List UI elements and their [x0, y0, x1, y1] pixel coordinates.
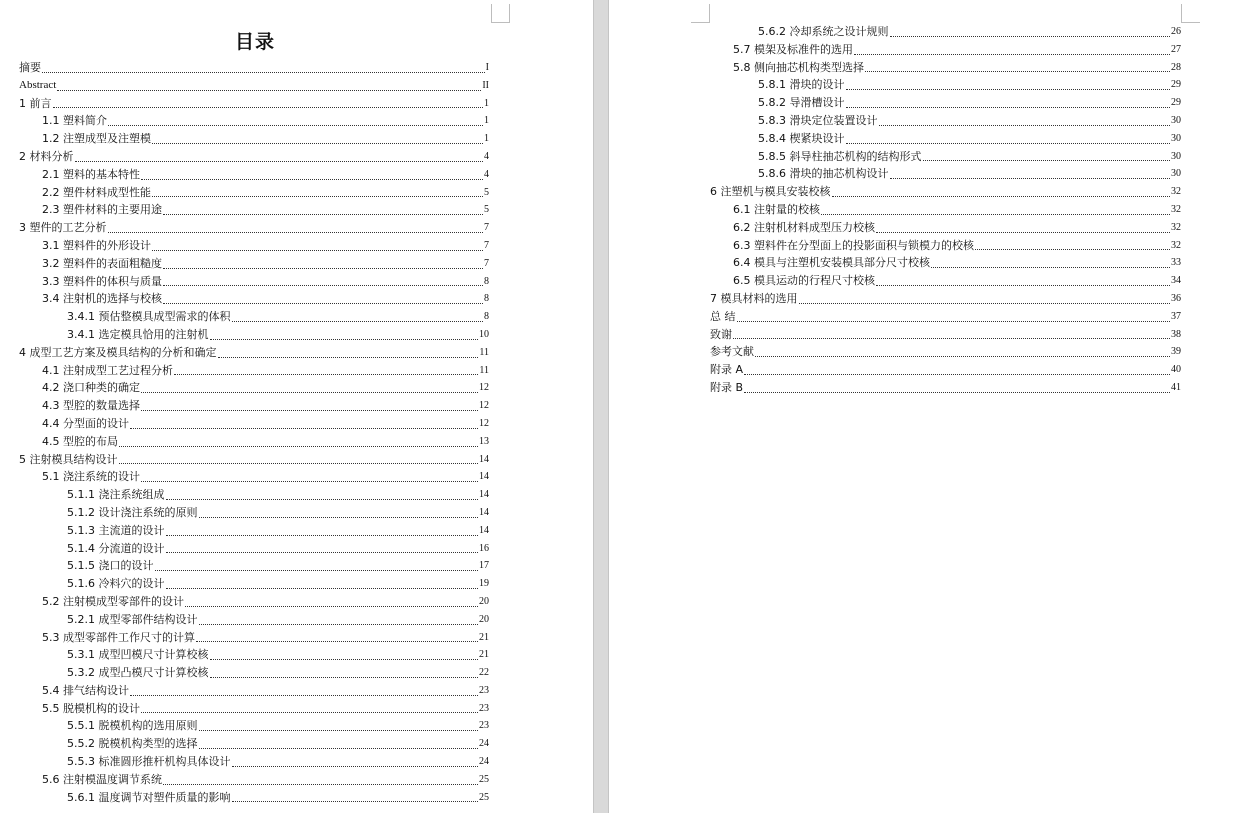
toc-entry-text: 1.1 塑料简介 [42, 114, 107, 128]
toc-dot-leader [865, 71, 1170, 72]
toc-dot-leader [975, 249, 1170, 250]
toc-entry-text: 5.8.6 滑块的抽芯机构设计 [758, 167, 889, 181]
toc-dot-leader [210, 659, 479, 660]
toc-entry[interactable] [19, 201, 489, 219]
toc-entry-text: 2 材料分析 [19, 149, 74, 163]
toc-dot-leader [163, 303, 483, 304]
toc-page-number: 1 [484, 133, 489, 145]
toc-entry-text: 5.3.2 成型凸模尺寸计算校核 [67, 666, 209, 680]
toc-dot-leader [163, 285, 483, 286]
toc-entry[interactable] [19, 753, 489, 771]
toc-page-number: 32 [1171, 186, 1181, 198]
toc-page-number: 30 [1171, 168, 1181, 180]
toc-page-number: 14 [479, 524, 489, 536]
toc-dot-leader [185, 606, 478, 607]
toc-entry-text: 6 注塑机与模具安装校核 [710, 185, 831, 199]
toc-entry-text: 5.6.1 温度调节对塑件质量的影响 [67, 790, 231, 804]
toc-entry[interactable] [19, 735, 489, 753]
toc-page-number: 8 [484, 293, 489, 305]
toc-entry[interactable] [710, 219, 1181, 237]
toc-entry[interactable] [19, 415, 489, 433]
toc-title: 目录 [234, 31, 275, 53]
toc-entry-text: 5.8.5 斜导柱抽芯机构的结构形式 [758, 149, 922, 163]
toc-entry-text: 参考文献 [710, 345, 754, 359]
toc-page-number: 32 [1171, 221, 1181, 233]
toc-entry-text: 5.6 注射模温度调节系统 [42, 772, 162, 786]
toc-entry[interactable] [710, 183, 1181, 201]
toc-entry-text: 5.1.2 设计浇注系统的原则 [67, 505, 198, 519]
toc-entry[interactable] [19, 290, 489, 308]
toc-page-number: 30 [1171, 132, 1181, 144]
toc-dot-leader [199, 624, 479, 625]
toc-entry[interactable] [19, 771, 489, 789]
toc-dot-leader [846, 89, 1171, 90]
toc-entry[interactable] [710, 343, 1181, 361]
toc-dot-leader [42, 72, 485, 73]
toc-dot-leader [846, 143, 1171, 144]
toc-entry-text: 4.4 分型面的设计 [42, 416, 129, 430]
toc-page-number: 39 [1171, 346, 1181, 358]
toc-page-number: 37 [1171, 310, 1181, 322]
toc-list-left [19, 59, 489, 806]
toc-entry[interactable] [710, 326, 1181, 344]
toc-page-number: 1 [484, 115, 489, 127]
toc-page-number: 11 [479, 364, 489, 376]
toc-entry[interactable] [19, 255, 489, 273]
toc-dot-leader [744, 392, 1170, 393]
toc-page-number: 14 [479, 489, 489, 501]
page-gutter [593, 0, 609, 813]
toc-entry[interactable] [19, 468, 489, 486]
toc-page-number: 24 [479, 756, 489, 768]
toc-entry[interactable] [710, 59, 1181, 77]
toc-dot-leader [75, 161, 484, 162]
toc-dot-leader [152, 143, 483, 144]
toc-entry-text: 附录 B [710, 380, 744, 394]
toc-dot-leader [210, 677, 479, 678]
toc-entry[interactable] [19, 646, 489, 664]
toc-page-number: 12 [479, 382, 489, 394]
toc-page-number: 30 [1171, 114, 1181, 126]
toc-entry[interactable] [19, 557, 489, 575]
toc-entry[interactable] [710, 23, 1181, 41]
toc-page-number: 20 [479, 613, 489, 625]
toc-entry[interactable] [19, 522, 489, 540]
toc-dot-leader [163, 214, 483, 215]
toc-entry[interactable] [19, 451, 489, 469]
toc-entry-text: 附录 A [710, 363, 744, 377]
toc-dot-leader [119, 446, 478, 447]
toc-entry[interactable] [710, 290, 1181, 308]
toc-dot-leader [832, 196, 1171, 197]
toc-page-number: 19 [479, 578, 489, 590]
toc-entry[interactable] [19, 130, 489, 148]
toc-dot-leader [876, 285, 1170, 286]
toc-page-number: 21 [479, 649, 489, 661]
toc-page-number: 32 [1171, 203, 1181, 215]
toc-entry-text: 5.5.1 脱模机构的选用原则 [67, 719, 198, 733]
toc-page-number: 8 [484, 275, 489, 287]
toc-page-number: 5 [484, 204, 489, 216]
toc-entry-text: 5.3.1 成型凹模尺寸计算校核 [67, 648, 209, 662]
toc-dot-leader [141, 410, 478, 411]
toc-entry-text: 总 结 [710, 309, 736, 323]
toc-entry-text: 5.1 浇注系统的设计 [42, 470, 140, 484]
toc-page-number: 33 [1171, 257, 1181, 269]
toc-dot-leader [218, 357, 479, 358]
page-corner-mark [691, 4, 710, 23]
toc-entry-text: 4.3 型腔的数量选择 [42, 399, 140, 413]
toc-dot-leader [923, 160, 1171, 161]
toc-dot-leader [166, 535, 479, 536]
toc-entry[interactable] [710, 272, 1181, 290]
toc-entry[interactable] [19, 540, 489, 558]
toc-entry-text: 3.4.1 选定模具恰用的注射机 [67, 327, 209, 341]
toc-dot-leader [890, 178, 1171, 179]
toc-dot-leader [119, 463, 479, 464]
toc-entry-text: Abstract [19, 78, 57, 91]
toc-entry[interactable] [19, 237, 489, 255]
toc-page-number: 8 [484, 311, 489, 323]
toc-entry-text: 5.1.3 主流道的设计 [67, 523, 165, 537]
toc-page-number: 10 [479, 328, 489, 340]
toc-dot-leader [130, 695, 478, 696]
toc-page-number: 12 [479, 400, 489, 412]
toc-page-number: 7 [484, 257, 489, 269]
toc-entry-text: 5.2.1 成型零部件结构设计 [67, 612, 198, 626]
toc-page-number: 34 [1171, 275, 1181, 287]
toc-entry-text: 致谢 [710, 327, 732, 341]
toc-page-number: 4 [484, 168, 489, 180]
toc-page-number: 5 [484, 186, 489, 198]
toc-dot-leader [744, 374, 1170, 375]
toc-entry[interactable] [710, 379, 1181, 397]
toc-entry-text: 6.5 模具运动的行程尺寸校核 [733, 274, 875, 288]
toc-entry-text: 5.8.2 导滑槽设计 [758, 96, 845, 110]
toc-entry-text: 5.8.4 楔紧块设计 [758, 131, 845, 145]
toc-entry[interactable] [710, 237, 1181, 255]
toc-entry-text: 1 前言 [19, 96, 52, 110]
toc-entry-text: 5 注射模具结构设计 [19, 452, 118, 466]
toc-entry[interactable] [19, 344, 489, 362]
toc-entry[interactable] [710, 112, 1181, 130]
toc-entry-text: 摘要 [19, 61, 41, 74]
toc-dot-leader [232, 321, 484, 322]
toc-dot-leader [876, 232, 1170, 233]
toc-page-number: 14 [479, 506, 489, 518]
toc-page-number: 26 [1171, 26, 1181, 37]
toc-dot-leader [166, 552, 479, 553]
toc-page-number: 29 [1171, 97, 1181, 109]
toc-dot-leader [152, 250, 483, 251]
toc-entry[interactable] [19, 326, 489, 344]
toc-entry[interactable] [19, 700, 489, 718]
toc-page-number: 25 [479, 791, 489, 803]
toc-entry-text: 5.2 注射模成型零部件的设计 [42, 594, 184, 608]
toc-entry-text: 4 成型工艺方案及模具结构的分析和确定 [19, 345, 217, 359]
toc-page-number: 23 [479, 684, 489, 696]
toc-dot-leader [755, 356, 1170, 357]
toc-dot-leader [141, 392, 478, 393]
toc-dot-leader [196, 641, 478, 642]
toc-entry-text: 7 模具材料的选用 [710, 291, 798, 305]
toc-dot-leader [130, 428, 478, 429]
toc-page-number: 41 [1171, 381, 1181, 393]
toc-dot-leader [199, 730, 479, 731]
toc-entry-text: 5.7 模架及标准件的选用 [733, 42, 853, 56]
toc-dot-leader [141, 179, 483, 180]
toc-dot-leader [210, 339, 479, 340]
toc-page-number: 16 [479, 542, 489, 554]
toc-entry[interactable] [19, 682, 489, 700]
toc-entry[interactable] [19, 486, 489, 504]
toc-entry-text: 5.5 脱模机构的设计 [42, 701, 140, 715]
toc-entry[interactable] [710, 165, 1181, 183]
toc-dot-leader [108, 232, 484, 233]
toc-page-number: 21 [479, 631, 489, 643]
toc-dot-leader [854, 54, 1170, 55]
toc-page-number: 11 [479, 346, 489, 358]
toc-page-number: II [482, 79, 489, 91]
toc-entry[interactable] [19, 593, 489, 611]
toc-dot-leader [232, 801, 479, 802]
toc-entry[interactable] [710, 94, 1181, 112]
toc-entry-text: 3.4.1 预估整模具成型需求的体积 [67, 310, 231, 324]
toc-dot-leader [733, 338, 1170, 339]
toc-entry-text: 5.8 侧向抽芯机构类型选择 [733, 60, 864, 74]
toc-entry[interactable] [710, 361, 1181, 379]
toc-dot-leader [931, 267, 1170, 268]
toc-entry[interactable] [710, 201, 1181, 219]
toc-entry-text: 4.1 注射成型工艺过程分析 [42, 363, 173, 377]
toc-entry-text: 2.1 塑料的基本特性 [42, 167, 140, 181]
page-corner-mark [1181, 4, 1200, 23]
toc-page-number: 40 [1171, 364, 1181, 376]
toc-entry[interactable] [19, 575, 489, 593]
toc-entry[interactable] [710, 41, 1181, 59]
toc-entry-text: 3.3 塑料件的体积与质量 [42, 274, 162, 288]
toc-entry-text: 6.3 塑料件在分型面上的投影面积与锁模力的校核 [733, 238, 974, 252]
toc-page-number: 20 [479, 595, 489, 607]
toc-entry-text: 2.3 塑件材料的主要用途 [42, 203, 162, 217]
toc-page-number: 1 [484, 97, 489, 109]
toc-entry-text: 4.2 浇口种类的确定 [42, 381, 140, 395]
toc-entry-text: 2.2 塑件材料成型性能 [42, 185, 151, 199]
toc-entry[interactable] [19, 504, 489, 522]
toc-entry[interactable] [710, 130, 1181, 148]
toc-page-number: 38 [1171, 328, 1181, 340]
toc-entry[interactable] [19, 397, 489, 415]
toc-dot-leader [799, 303, 1171, 304]
toc-dot-leader [166, 499, 479, 500]
toc-page-number: 25 [479, 773, 489, 785]
toc-entry[interactable] [19, 379, 489, 397]
toc-entry-text: 5.1.1 浇注系统组成 [67, 488, 165, 502]
toc-dot-leader [879, 125, 1171, 126]
toc-page-number: 7 [484, 239, 489, 251]
toc-entry-text: 6.1 注射量的校核 [733, 202, 820, 216]
toc-entry[interactable] [19, 59, 489, 77]
toc-entry-text: 5.6.2 冷却系统之设计规则 [758, 25, 889, 38]
toc-entry-text: 1.2 注塑成型及注塑模 [42, 132, 151, 146]
toc-entry-text: 3 塑件的工艺分析 [19, 221, 107, 235]
toc-page-number: 23 [479, 702, 489, 714]
toc-list-right [710, 23, 1181, 397]
toc-dot-leader [166, 588, 479, 589]
toc-entry-text: 5.1.5 浇口的设计 [67, 559, 154, 573]
toc-entry[interactable] [19, 112, 489, 130]
toc-dot-leader [232, 766, 479, 767]
toc-page-number: 27 [1171, 43, 1181, 55]
toc-entry-text: 6.4 模具与注塑机安装模具部分尺寸校核 [733, 256, 930, 270]
toc-dot-leader [890, 36, 1171, 37]
toc-entry[interactable] [19, 219, 489, 237]
toc-page-number: 4 [484, 150, 489, 162]
toc-entry[interactable] [19, 273, 489, 291]
toc-entry[interactable] [19, 664, 489, 682]
toc-dot-leader [152, 196, 483, 197]
toc-page-number: 29 [1171, 79, 1181, 91]
toc-entry[interactable] [19, 629, 489, 647]
toc-dot-leader [155, 570, 479, 571]
toc-dot-leader [163, 784, 478, 785]
toc-entry-text: 4.5 型腔的布局 [42, 434, 118, 448]
toc-dot-leader [53, 107, 484, 108]
toc-dot-leader [141, 712, 478, 713]
toc-entry-text: 5.5.2 脱模机构类型的选择 [67, 737, 198, 751]
toc-page-number: 23 [479, 720, 489, 732]
toc-entry-text: 5.8.1 滑块的设计 [758, 78, 845, 92]
toc-page-number: 28 [1171, 61, 1181, 73]
toc-entry-text: 5.4 排气结构设计 [42, 683, 129, 697]
toc-page-number: 14 [479, 453, 489, 465]
toc-dot-leader [199, 748, 479, 749]
toc-page-number: 17 [479, 560, 489, 572]
toc-page-number: 7 [484, 222, 489, 234]
toc-entry[interactable] [19, 611, 489, 629]
toc-page-number: 36 [1171, 292, 1181, 304]
toc-dot-leader [821, 214, 1170, 215]
toc-entry[interactable] [710, 148, 1181, 166]
toc-dot-leader [174, 374, 478, 375]
toc-entry-text: 3.1 塑料件的外形设计 [42, 238, 151, 252]
toc-entry[interactable] [19, 717, 489, 735]
toc-entry[interactable] [710, 308, 1181, 326]
page-corner-mark [491, 4, 510, 23]
toc-entry-text: 5.1.4 分流道的设计 [67, 541, 165, 555]
toc-entry[interactable] [19, 148, 489, 166]
toc-entry-text: 5.5.3 标准圆形推杆机构具体设计 [67, 755, 231, 769]
toc-dot-leader [108, 125, 483, 126]
toc-entry-text: 3.2 塑料件的表面粗糙度 [42, 256, 162, 270]
toc-entry[interactable] [19, 789, 489, 807]
toc-entry-text: 5.1.6 冷料穴的设计 [67, 577, 165, 591]
toc-entry[interactable] [710, 76, 1181, 94]
toc-entry[interactable] [19, 362, 489, 380]
toc-entry-text: 6.2 注射机材料成型压力校核 [733, 220, 875, 234]
toc-dot-leader [737, 321, 1171, 322]
toc-entry[interactable] [19, 184, 489, 202]
toc-entry-text: 5.8.3 滑块定位装置设计 [758, 113, 878, 127]
toc-entry[interactable] [19, 95, 489, 113]
toc-page-number: I [485, 62, 489, 73]
toc-entry[interactable] [19, 433, 489, 451]
toc-page-number: 32 [1171, 239, 1181, 251]
toc-page-number: 22 [479, 667, 489, 679]
toc-page-number: 13 [479, 435, 489, 447]
toc-entry-text: 5.3 成型零部件工作尺寸的计算 [42, 630, 195, 644]
toc-page-number: 30 [1171, 150, 1181, 162]
toc-dot-leader [57, 90, 481, 91]
toc-dot-leader [141, 481, 478, 482]
toc-entry[interactable] [710, 254, 1181, 272]
toc-page-number: 24 [479, 738, 489, 750]
toc-entry[interactable] [19, 166, 489, 184]
toc-page-number: 14 [479, 471, 489, 483]
toc-entry-text: 3.4 注射机的选择与校核 [42, 292, 162, 306]
toc-entry[interactable] [19, 308, 489, 326]
toc-entry[interactable] [19, 77, 489, 95]
toc-page-number: 12 [479, 417, 489, 429]
toc-dot-leader [199, 517, 479, 518]
toc-dot-leader [163, 268, 483, 269]
toc-dot-leader [846, 107, 1171, 108]
